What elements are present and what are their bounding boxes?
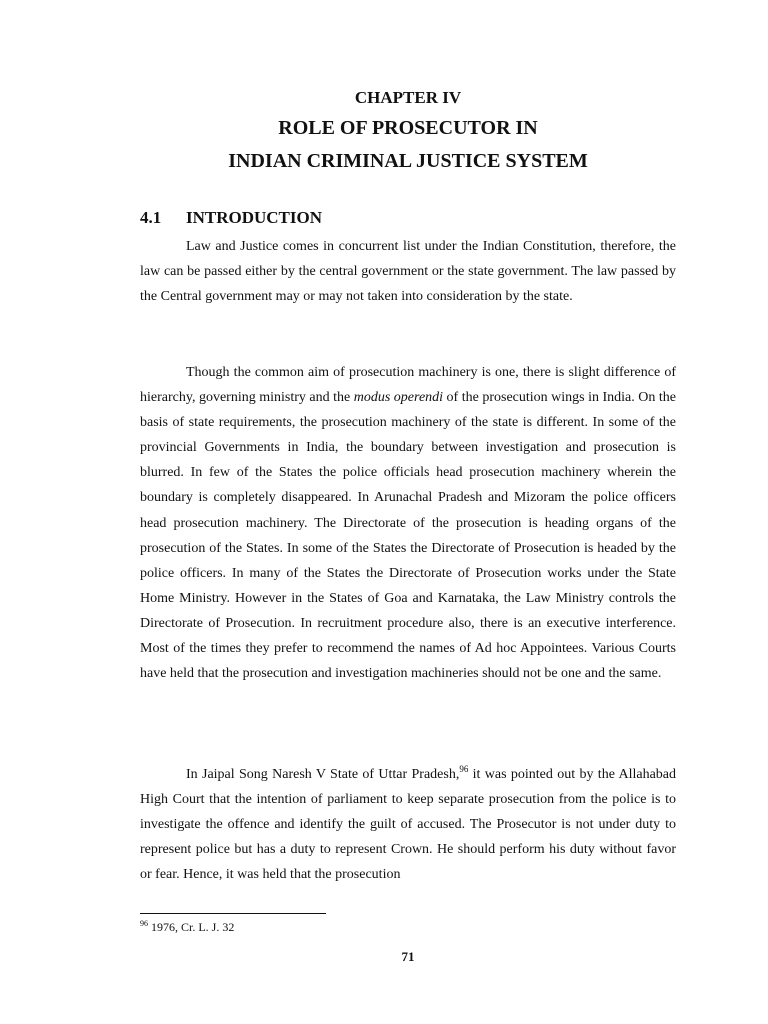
footnote-reference: 96 <box>459 764 469 774</box>
paragraph-2-part-2: of the prosecution wings in India. On the basis of state requirements, the prosecution machinery of the state is different. In some of the provincial Governments in India, the boundary between investigation and prosecution is blurred. In few of the States the police officials head prosecution machinery wherein the boundary is completely disappeared. In Arunachal Pradesh and Mizoram the police officers head prosecution machinery. The Directorate of the prosecution is heading organs of the prosecution of the States. In some of the States the Directorate of Prosecution is headed by the police officers. In many of the States the Directorate of Prosecution works under the State Home Ministry. However in the States of Goa and Karnataka, the Law Ministry controls the Directorate of Prosecution. In recruitment procedure also, there is an executive interference. Most of the times they prefer to recommend the names of Ad hoc Appointees. Various Courts have held that the prosecution and investigation machineries should not be one and the same. <box>140 390 676 682</box>
footnote-text: 1976, Cr. L. J. 32 <box>148 920 235 934</box>
section-heading <box>140 208 322 228</box>
page-number: 71 <box>401 949 415 964</box>
footnote-divider <box>140 913 326 914</box>
section-number: 4.1 <box>140 208 162 227</box>
paragraph-2-italic-term: modus operendi <box>353 390 444 406</box>
paragraph-3-part-2: it was pointed out by the Allahabad High Court that the intention of parliament to keep separate prosecution from the police is to investigate the offence and identify the guilt of accused. The Prosecutor is not under duty to represent police but has a duty to represent Crown. He should perform his duty without favor or fear. Hence, it was held that the prosecution <box>140 767 677 883</box>
chapter-title-line-1: ROLE OF PROSECUTOR IN <box>278 117 538 139</box>
paragraph-2 <box>140 360 676 686</box>
paragraph-1 <box>140 234 676 309</box>
paragraph-1-text: Law and Justice comes in concurrent list under the Indian Constitution, therefore, the law can be passed either by the central government or the state government. The law passed by the Central government may or may not taken into consideration by the state. <box>140 239 676 305</box>
paragraph-2-part-1: Though the common aim of prosecution machinery is one, there is slight difference of hierarchy, governing ministry and the <box>140 365 676 406</box>
paragraph-3-part-1: In Jaipal Song Naresh V State of Uttar Pradesh, <box>186 767 460 782</box>
paragraph-2-text <box>140 360 676 686</box>
chapter-label: CHAPTER IV <box>354 88 462 107</box>
footnote-marker: 96 <box>140 919 148 928</box>
paragraph-3-text <box>140 762 676 887</box>
section-title: INTRODUCTION <box>186 208 323 227</box>
paragraph-3 <box>140 762 676 887</box>
footnote <box>140 920 234 935</box>
chapter-title-line-2: INDIAN CRIMINAL JUSTICE SYSTEM <box>228 150 588 172</box>
